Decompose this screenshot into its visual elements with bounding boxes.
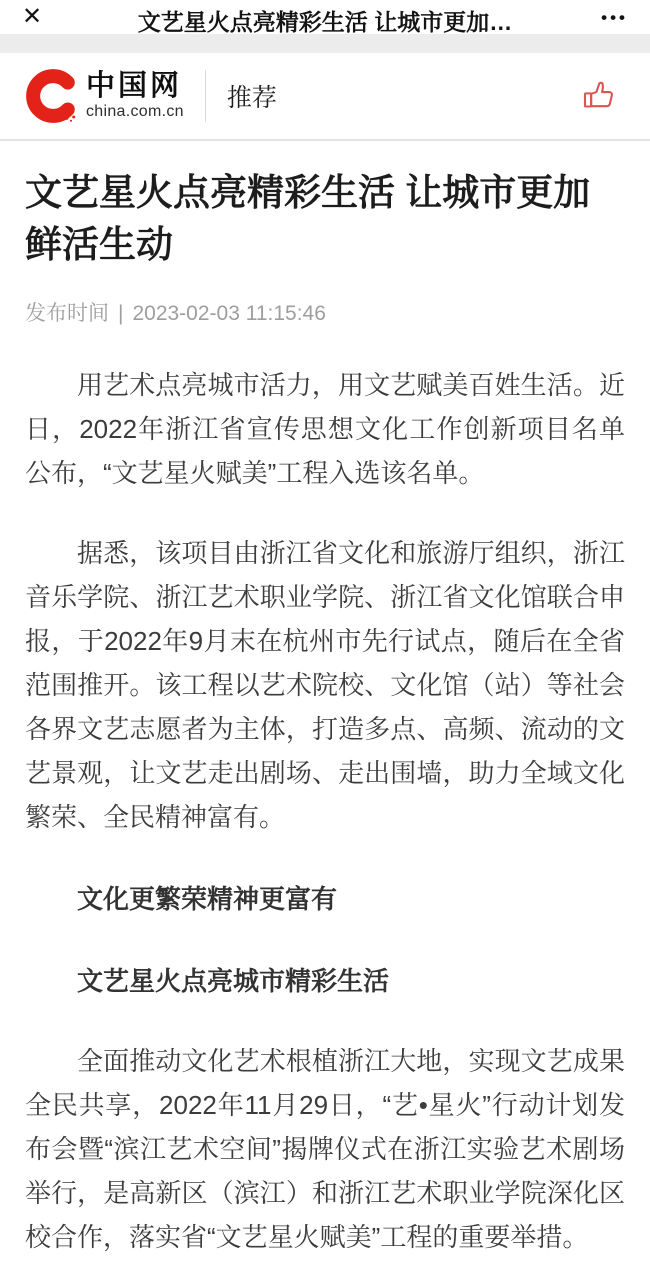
brand-logo-link[interactable] bbox=[22, 68, 184, 124]
subheading: 文化更繁荣精神更富有 bbox=[77, 884, 338, 914]
meta-separator: | bbox=[118, 302, 124, 325]
china-net-c-logo-icon bbox=[22, 68, 78, 124]
paragraph: 据悉，该项目由浙江省文化和旅游厅组织，浙江音乐学院、浙江艺术职业学院、浙江省文化馆联合申报，于2022年9月末在杭州市先行试点，随后在全省范围推开。该工程以艺术院校、文化馆（站）等社会各界文艺志愿者为主体，打造多点、高频、流动的文艺景观，让文艺走出剧场、走出围墙，助力全域文化繁荣、全民精神富有。 bbox=[25, 538, 625, 832]
thumbs-up-icon bbox=[578, 75, 620, 117]
close-icon[interactable]: ✕ bbox=[22, 3, 43, 30]
header-vertical-divider bbox=[205, 70, 206, 122]
brand-name: 中国网 bbox=[86, 69, 183, 102]
subheading: 文艺星火点亮城市精彩生活 bbox=[77, 966, 390, 996]
more-menu-icon[interactable]: ••• bbox=[601, 7, 628, 27]
site-header bbox=[0, 53, 650, 141]
publish-time-value: 2023-02-03 11:15:46 bbox=[132, 302, 326, 325]
brand-text bbox=[86, 71, 184, 121]
like-button[interactable] bbox=[578, 75, 620, 117]
paragraph: 用艺术点亮城市活力，用文艺赋美百姓生活。近日，2022年浙江省宣传思想文化工作创新项目名单公布，“文艺星火赋美”工程入选该名单。 bbox=[25, 370, 625, 488]
publish-time-label: 发布时间 bbox=[25, 302, 109, 325]
tab-recommend[interactable]: 推荐 bbox=[226, 84, 277, 112]
paragraph: 全面推动文化艺术根植浙江大地，实现文艺成果全民共享，2022年11月29日，“艺•星火”行动计划发布会暨“滨江艺术空间”揭牌仪式在浙江实验艺术剧场举行，是高新区（滨江）和浙江艺术职业学院深化区校合作，落实省“文艺星火赋美”工程的重要举措。 bbox=[25, 1046, 625, 1252]
navbar-title: 文艺星火点亮精彩生活 让城市更加… bbox=[137, 9, 513, 35]
brand-domain: china.com.cn bbox=[86, 103, 184, 121]
article-meta bbox=[25, 297, 625, 327]
browser-navbar bbox=[0, 0, 650, 34]
article-title: 文艺星火点亮精彩生活 让城市更加鲜活生动 bbox=[25, 172, 591, 265]
article bbox=[0, 167, 650, 1287]
